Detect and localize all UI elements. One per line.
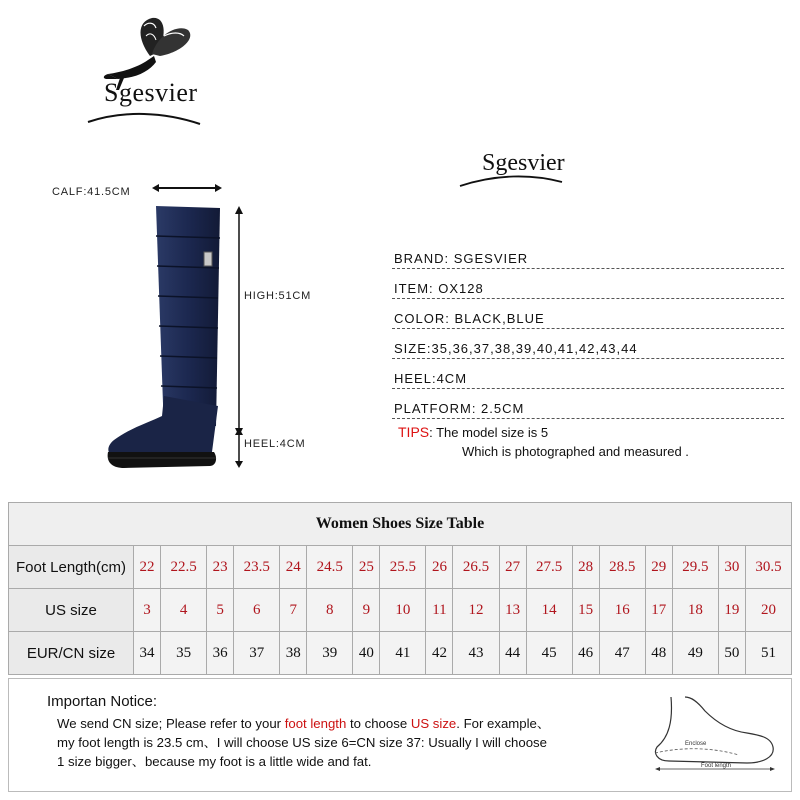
heel-dimension-label: HEEL:4CM bbox=[244, 438, 306, 450]
notice-title: Importan Notice: bbox=[47, 693, 158, 710]
table-cell: 24.5 bbox=[307, 546, 353, 589]
table-row-eur-cn-size bbox=[9, 632, 792, 675]
tips-line-1: : The model size is 5 bbox=[429, 425, 549, 440]
table-cell: 47 bbox=[599, 632, 645, 675]
table-cell: 24 bbox=[280, 546, 307, 589]
height-dimension-label: HIGH:51CM bbox=[244, 290, 312, 302]
table-cell: 25.5 bbox=[380, 546, 426, 589]
notice-text: . For example、 bbox=[456, 716, 551, 731]
notice-line-1 bbox=[57, 714, 637, 733]
table-cell: 6 bbox=[234, 589, 280, 632]
table-cell: 22.5 bbox=[161, 546, 207, 589]
table-cell: 10 bbox=[380, 589, 426, 632]
size-table bbox=[8, 502, 792, 675]
table-cell: 29 bbox=[645, 546, 672, 589]
table-row-foot-length bbox=[9, 546, 792, 589]
table-cell: 7 bbox=[280, 589, 307, 632]
spec-color: COLOR: BLACK,BLUE bbox=[392, 304, 784, 329]
spec-brand: BRAND: SGESVIER bbox=[392, 244, 784, 269]
tips-line-2: Which is photographed and measured . bbox=[462, 444, 689, 459]
table-cell: 3 bbox=[134, 589, 161, 632]
table-cell: 40 bbox=[353, 632, 380, 675]
brand-swoosh-icon bbox=[456, 170, 566, 192]
table-cell: 29.5 bbox=[672, 546, 718, 589]
table-cell: 51 bbox=[745, 632, 791, 675]
table-cell: 46 bbox=[572, 632, 599, 675]
table-cell: 17 bbox=[645, 589, 672, 632]
table-cell: 8 bbox=[307, 589, 353, 632]
table-cell: 23.5 bbox=[234, 546, 280, 589]
table-cell: 19 bbox=[718, 589, 745, 632]
calf-dimension-label: CALF:41.5CM bbox=[52, 186, 131, 198]
table-cell: 34 bbox=[134, 632, 161, 675]
heel-arrow-icon bbox=[234, 428, 244, 468]
table-cell: 12 bbox=[453, 589, 499, 632]
table-cell: 13 bbox=[499, 589, 526, 632]
table-cell: 11 bbox=[426, 589, 453, 632]
table-cell: 20 bbox=[745, 589, 791, 632]
row-header-foot-length: Foot Length(cm) bbox=[9, 546, 134, 589]
notice-line-3: 1 size bigger、because my foot is a little wide and fat. bbox=[57, 754, 372, 769]
logo-text: Sgesvier bbox=[104, 78, 198, 107]
calf-arrow-icon bbox=[152, 183, 222, 193]
brand-logo bbox=[78, 12, 218, 127]
table-cell: 48 bbox=[645, 632, 672, 675]
important-notice bbox=[8, 678, 792, 792]
diagram-label-enclose: Enclose bbox=[685, 741, 707, 747]
table-cell: 26.5 bbox=[453, 546, 499, 589]
row-header-us-size: US size bbox=[9, 589, 134, 632]
table-cell: 38 bbox=[280, 632, 307, 675]
row-header-eur-cn-size: EUR/CN size bbox=[9, 632, 134, 675]
notice-highlight-foot-length: foot length bbox=[284, 716, 347, 731]
diagram-label-foot-length: Foot length bbox=[701, 763, 732, 769]
table-cell: 28.5 bbox=[599, 546, 645, 589]
table-cell: 30.5 bbox=[745, 546, 791, 589]
table-cell: 28 bbox=[572, 546, 599, 589]
table-cell: 23 bbox=[207, 546, 234, 589]
table-cell: 43 bbox=[453, 632, 499, 675]
spec-heel: HEEL:4CM bbox=[392, 364, 784, 389]
notice-body bbox=[57, 714, 637, 771]
logo-swoosh-icon bbox=[84, 108, 204, 128]
height-arrow-icon bbox=[234, 206, 244, 436]
table-cell: 27.5 bbox=[526, 546, 572, 589]
table-cell: 15 bbox=[572, 589, 599, 632]
notice-line-2: my foot length is 23.5 cm、I will choose US size 6=CN size 37: Usually I will choose bbox=[57, 735, 547, 750]
table-cell: 26 bbox=[426, 546, 453, 589]
table-cell: 27 bbox=[499, 546, 526, 589]
notice-text: We send CN size; Please refer to your bbox=[57, 716, 285, 731]
table-cell: 18 bbox=[672, 589, 718, 632]
table-cell: 50 bbox=[718, 632, 745, 675]
table-cell: 44 bbox=[499, 632, 526, 675]
notice-text: to choose bbox=[346, 716, 411, 731]
table-cell: 25 bbox=[353, 546, 380, 589]
table-cell: 14 bbox=[526, 589, 572, 632]
table-cell: 35 bbox=[161, 632, 207, 675]
spec-platform: PLATFORM: 2.5CM bbox=[392, 394, 784, 419]
size-table-title: Women Shoes Size Table bbox=[9, 503, 792, 546]
notice-highlight-us-size: US size bbox=[410, 716, 457, 731]
spec-item: ITEM: OX128 bbox=[392, 274, 784, 299]
table-cell: 42 bbox=[426, 632, 453, 675]
table-cell: 5 bbox=[207, 589, 234, 632]
table-cell: 39 bbox=[307, 632, 353, 675]
tips bbox=[398, 424, 778, 442]
table-cell: 41 bbox=[380, 632, 426, 675]
table-cell: 37 bbox=[234, 632, 280, 675]
table-cell: 30 bbox=[718, 546, 745, 589]
brand-heading: Sgesvier bbox=[482, 150, 565, 176]
table-cell: 9 bbox=[353, 589, 380, 632]
table-cell: 45 bbox=[526, 632, 572, 675]
table-cell: 22 bbox=[134, 546, 161, 589]
tips-label: TIPS bbox=[398, 424, 430, 440]
foot-diagram-icon bbox=[651, 691, 783, 775]
table-cell: 36 bbox=[207, 632, 234, 675]
boot-image bbox=[100, 196, 230, 486]
table-cell: 4 bbox=[161, 589, 207, 632]
table-cell: 16 bbox=[599, 589, 645, 632]
table-cell: 49 bbox=[672, 632, 718, 675]
table-row-us-size bbox=[9, 589, 792, 632]
spec-size: SIZE:35,36,37,38,39,40,41,42,43,44 bbox=[392, 334, 784, 359]
